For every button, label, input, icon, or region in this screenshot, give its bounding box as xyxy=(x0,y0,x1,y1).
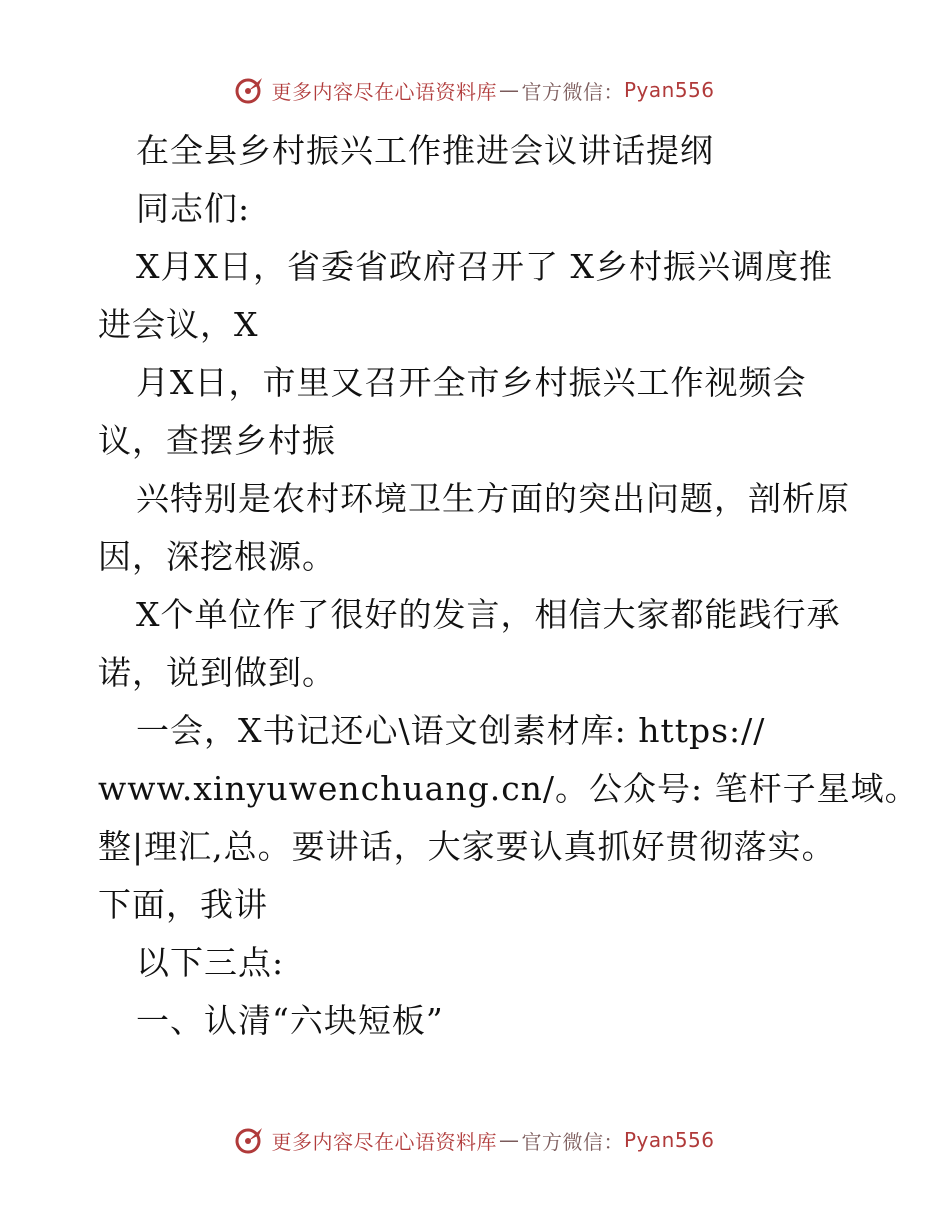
document-title: 在全县乡村振兴工作推进会议讲话提纲 xyxy=(136,131,714,170)
watermark-label: 官方微信： xyxy=(521,79,624,104)
section-heading: 一、认清“六块短板” xyxy=(136,1001,444,1040)
watermark-separator: — xyxy=(498,78,520,102)
document-body xyxy=(98,122,919,1050)
text-line: 进会议，X xyxy=(98,305,259,344)
text-line: 议，查摆乡村振 xyxy=(98,421,336,460)
watermark-text: 更多内容尽在心语资料库 xyxy=(271,1129,497,1154)
quill-logo-icon xyxy=(235,75,265,105)
text-line: 下面，我讲 xyxy=(98,885,268,924)
watermark-account: Pyan556 xyxy=(623,78,715,102)
text-line: 以下三点: xyxy=(136,943,285,982)
watermark-separator: — xyxy=(498,1128,520,1152)
text-line: www.xinyuwenchuang.cn/。公众号: 笔杆子星域。 xyxy=(98,769,919,808)
quill-logo-icon xyxy=(235,1125,265,1155)
text-line: 整|理汇,总。要讲话，大家要认真抓好贯彻落实。 xyxy=(98,827,836,866)
text-line: X个单位作了很好的发言，相信大家都能践行承 xyxy=(136,595,841,634)
text-line: 因，深挖根源。 xyxy=(98,537,336,576)
watermark-account: Pyan556 xyxy=(623,1128,715,1152)
watermark-banner-top xyxy=(0,70,950,110)
watermark-text: 更多内容尽在心语资料库 xyxy=(271,79,497,104)
text-line: 兴特别是农村环境卫生方面的突出问题，剖析原 xyxy=(136,479,850,518)
watermark-banner-bottom xyxy=(0,1120,950,1160)
salutation: 同志们: xyxy=(136,189,251,228)
text-line: 一会，X书记还心\语文创素材库: https:// xyxy=(136,711,766,750)
text-line: 诺，说到做到。 xyxy=(98,653,336,692)
text-line: 月X日，市里又召开全市乡村振兴工作视频会 xyxy=(136,363,807,402)
text-line: X月X日，省委省政府召开了 X乡村振兴调度推 xyxy=(136,247,833,286)
watermark-label: 官方微信： xyxy=(521,1129,624,1154)
